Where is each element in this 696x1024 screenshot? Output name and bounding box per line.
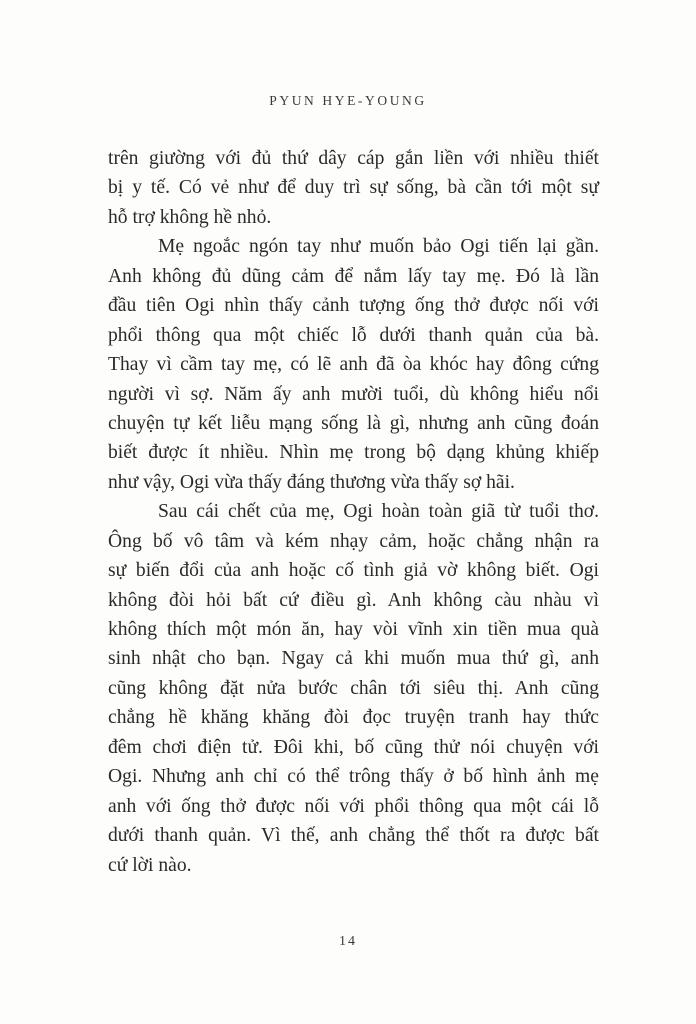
running-header: PYUN HYE-YOUNG: [269, 93, 427, 108]
text-line: sinh nhật cho bạn. Ngay cả khi muốn mua thứ gì, anh: [108, 648, 599, 670]
text-line: Mẹ ngoắc ngón tay như muốn bảo Ogi tiến lại gần.: [158, 236, 599, 258]
text-line: người vì sợ. Năm ấy anh mười tuổi, dù không hiểu nổi: [108, 383, 599, 405]
text-line: chẳng hề khăng khăng đòi đọc truyện tranh hay thức: [108, 707, 599, 729]
paragraph: [108, 232, 599, 497]
text-line: Ông bố vô tâm và kém nhạy cảm, hoặc chẳng nhận ra: [108, 530, 599, 552]
paragraph: [108, 144, 599, 232]
text-line: bị y tế. Có vẻ như để duy trì sự sống, bà cần tới một sự: [108, 177, 599, 199]
text-line: trên giường với đủ thứ dây cáp gắn liền với nhiều thiết: [108, 148, 599, 169]
text-line: đầu tiên Ogi nhìn thấy cảnh tượng ống thở được nối với: [108, 295, 599, 317]
page-body: [108, 144, 599, 880]
text-line: anh với ống thở được nối với phổi thông qua một cái lỗ: [108, 795, 599, 817]
text-line: không thích một món ăn, hay vòi vĩnh xin tiền mua quà: [108, 619, 599, 640]
text-line: Ogi. Nhưng anh chỉ có thể trông thấy ở bố hình ảnh mẹ: [108, 766, 599, 788]
paragraph: [108, 497, 599, 880]
text-line: như vậy, Ogi vừa thấy đáng thương vừa thấy sợ hãi.: [108, 471, 515, 493]
text-line: cũng không đặt nửa bước chân tới siêu thị. Anh cũng: [108, 677, 599, 699]
text-line: cứ lời nào.: [108, 854, 192, 876]
text-line: hỗ trợ không hề nhỏ.: [108, 206, 272, 228]
text-line: đêm chơi điện tử. Đôi khi, bố cũng thử nói chuyện với: [108, 736, 599, 758]
text-line: dưới thanh quản. Vì thế, anh chẳng thể thốt ra được bất: [108, 825, 599, 847]
text-line: phổi thông qua một chiếc lỗ dưới thanh quản của bà.: [108, 324, 599, 346]
text-line: không đòi hỏi bất cứ điều gì. Anh không càu nhàu vì: [108, 589, 599, 611]
text-line: biết được ít nhiều. Nhìn mẹ trong bộ dạng khủng khiếp: [108, 442, 599, 464]
text-line: sự biến đổi của anh hoặc cố tình giả vờ không biết. Ogi: [108, 560, 599, 582]
text-line: Thay vì cầm tay mẹ, có lẽ anh đã òa khóc hay đông cứng: [108, 354, 599, 376]
text-line: Sau cái chết của mẹ, Ogi hoàn toàn giã từ tuổi thơ.: [158, 501, 599, 523]
page-number: 14: [339, 934, 357, 949]
text-line: chuyện tự kết liễu mạng sống là gì, nhưng anh cũng đoán: [108, 412, 599, 434]
text-line: Anh không đủ dũng cảm để nắm lấy tay mẹ. Đó là lần: [108, 265, 599, 287]
